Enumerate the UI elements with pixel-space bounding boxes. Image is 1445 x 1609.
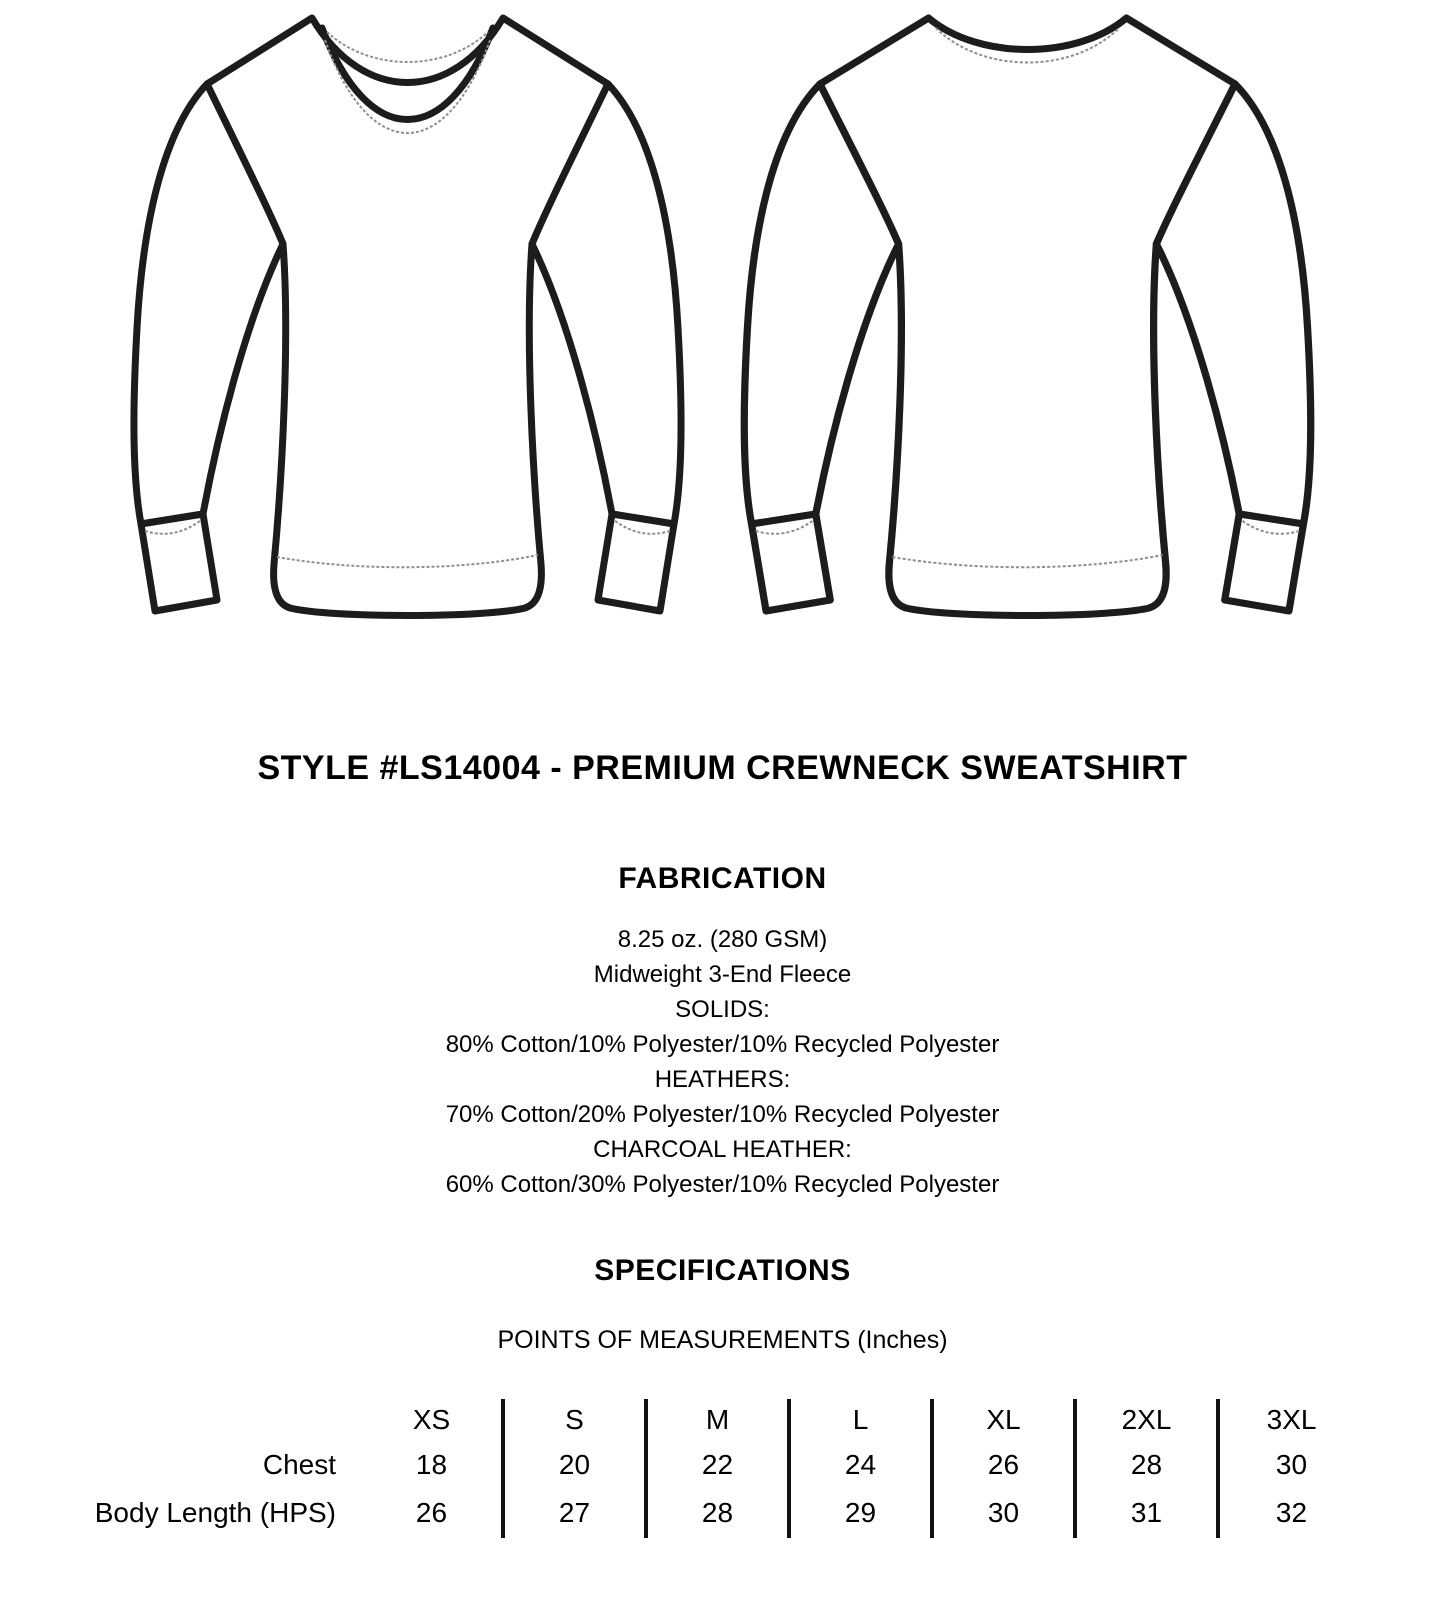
points-of-measurements-subheading: POINTS OF MEASUREMENTS (Inches) xyxy=(497,1326,948,1354)
measurement-value: 26 xyxy=(934,1441,1077,1488)
fabrication-line: CHARCOAL HEATHER: xyxy=(593,1136,852,1163)
sweatshirt-front-icon xyxy=(125,8,690,633)
measurement-value: 18 xyxy=(362,1441,505,1488)
measurement-value: 26 xyxy=(362,1488,505,1538)
fabrication-line: 8.25 oz. (280 GSM) xyxy=(617,926,828,953)
table-corner-cell xyxy=(82,1399,362,1441)
sweatshirt-front-sketch xyxy=(125,8,690,633)
sweatshirt-back-icon xyxy=(735,8,1320,633)
fabrication-heading: FABRICATION xyxy=(618,862,827,895)
measurement-value: 22 xyxy=(648,1441,791,1488)
size-header-cell: XS xyxy=(362,1399,505,1441)
fabrication-line: 80% Cotton/10% Polyester/10% Recycled Polyester xyxy=(445,1031,1000,1058)
measurement-value: 30 xyxy=(1275,1448,1308,1480)
measurement-value: 31 xyxy=(1077,1488,1220,1538)
specifications-heading: SPECIFICATIONS xyxy=(594,1254,851,1287)
fabrication-line: Midweight 3-End Fleece xyxy=(593,961,852,988)
measurement-label-chest: Chest xyxy=(262,1448,336,1480)
fabrication-line: 60% Cotton/30% Polyester/10% Recycled Polyester xyxy=(445,1171,1000,1198)
sketch-row xyxy=(0,0,1445,633)
fabrication-line: HEATHERS: xyxy=(654,1066,791,1093)
measurement-value: 29 xyxy=(791,1488,934,1538)
size-header-cell: S xyxy=(505,1399,648,1441)
size-header-cell: 2XL xyxy=(1077,1399,1220,1441)
measurement-label-body-length: Body Length (HPS) xyxy=(94,1497,336,1528)
size-header-cell: L xyxy=(791,1399,934,1441)
measurement-value: 20 xyxy=(505,1441,648,1488)
fabrication-line: 70% Cotton/20% Polyester/10% Recycled Polyester xyxy=(445,1101,1000,1128)
measurement-value: 32 xyxy=(1275,1497,1308,1528)
fabrication-line: SOLIDS: xyxy=(675,996,770,1023)
style-title: STYLE #LS14004 - PREMIUM CREWNECK SWEATSHIRT xyxy=(257,749,1188,787)
measurement-value: 28 xyxy=(648,1488,791,1538)
measurements-table xyxy=(82,1399,1363,1538)
measurement-value: 27 xyxy=(505,1488,648,1538)
size-header-cell: XL xyxy=(934,1399,1077,1441)
measurement-value: 28 xyxy=(1077,1441,1220,1488)
sweatshirt-back-sketch xyxy=(735,8,1320,633)
measurement-value: 24 xyxy=(791,1441,934,1488)
fabrication-details xyxy=(0,922,1445,1202)
size-header-cell: 3XL xyxy=(1266,1404,1317,1435)
measurement-value: 30 xyxy=(934,1488,1077,1538)
size-header-cell: M xyxy=(648,1399,791,1441)
